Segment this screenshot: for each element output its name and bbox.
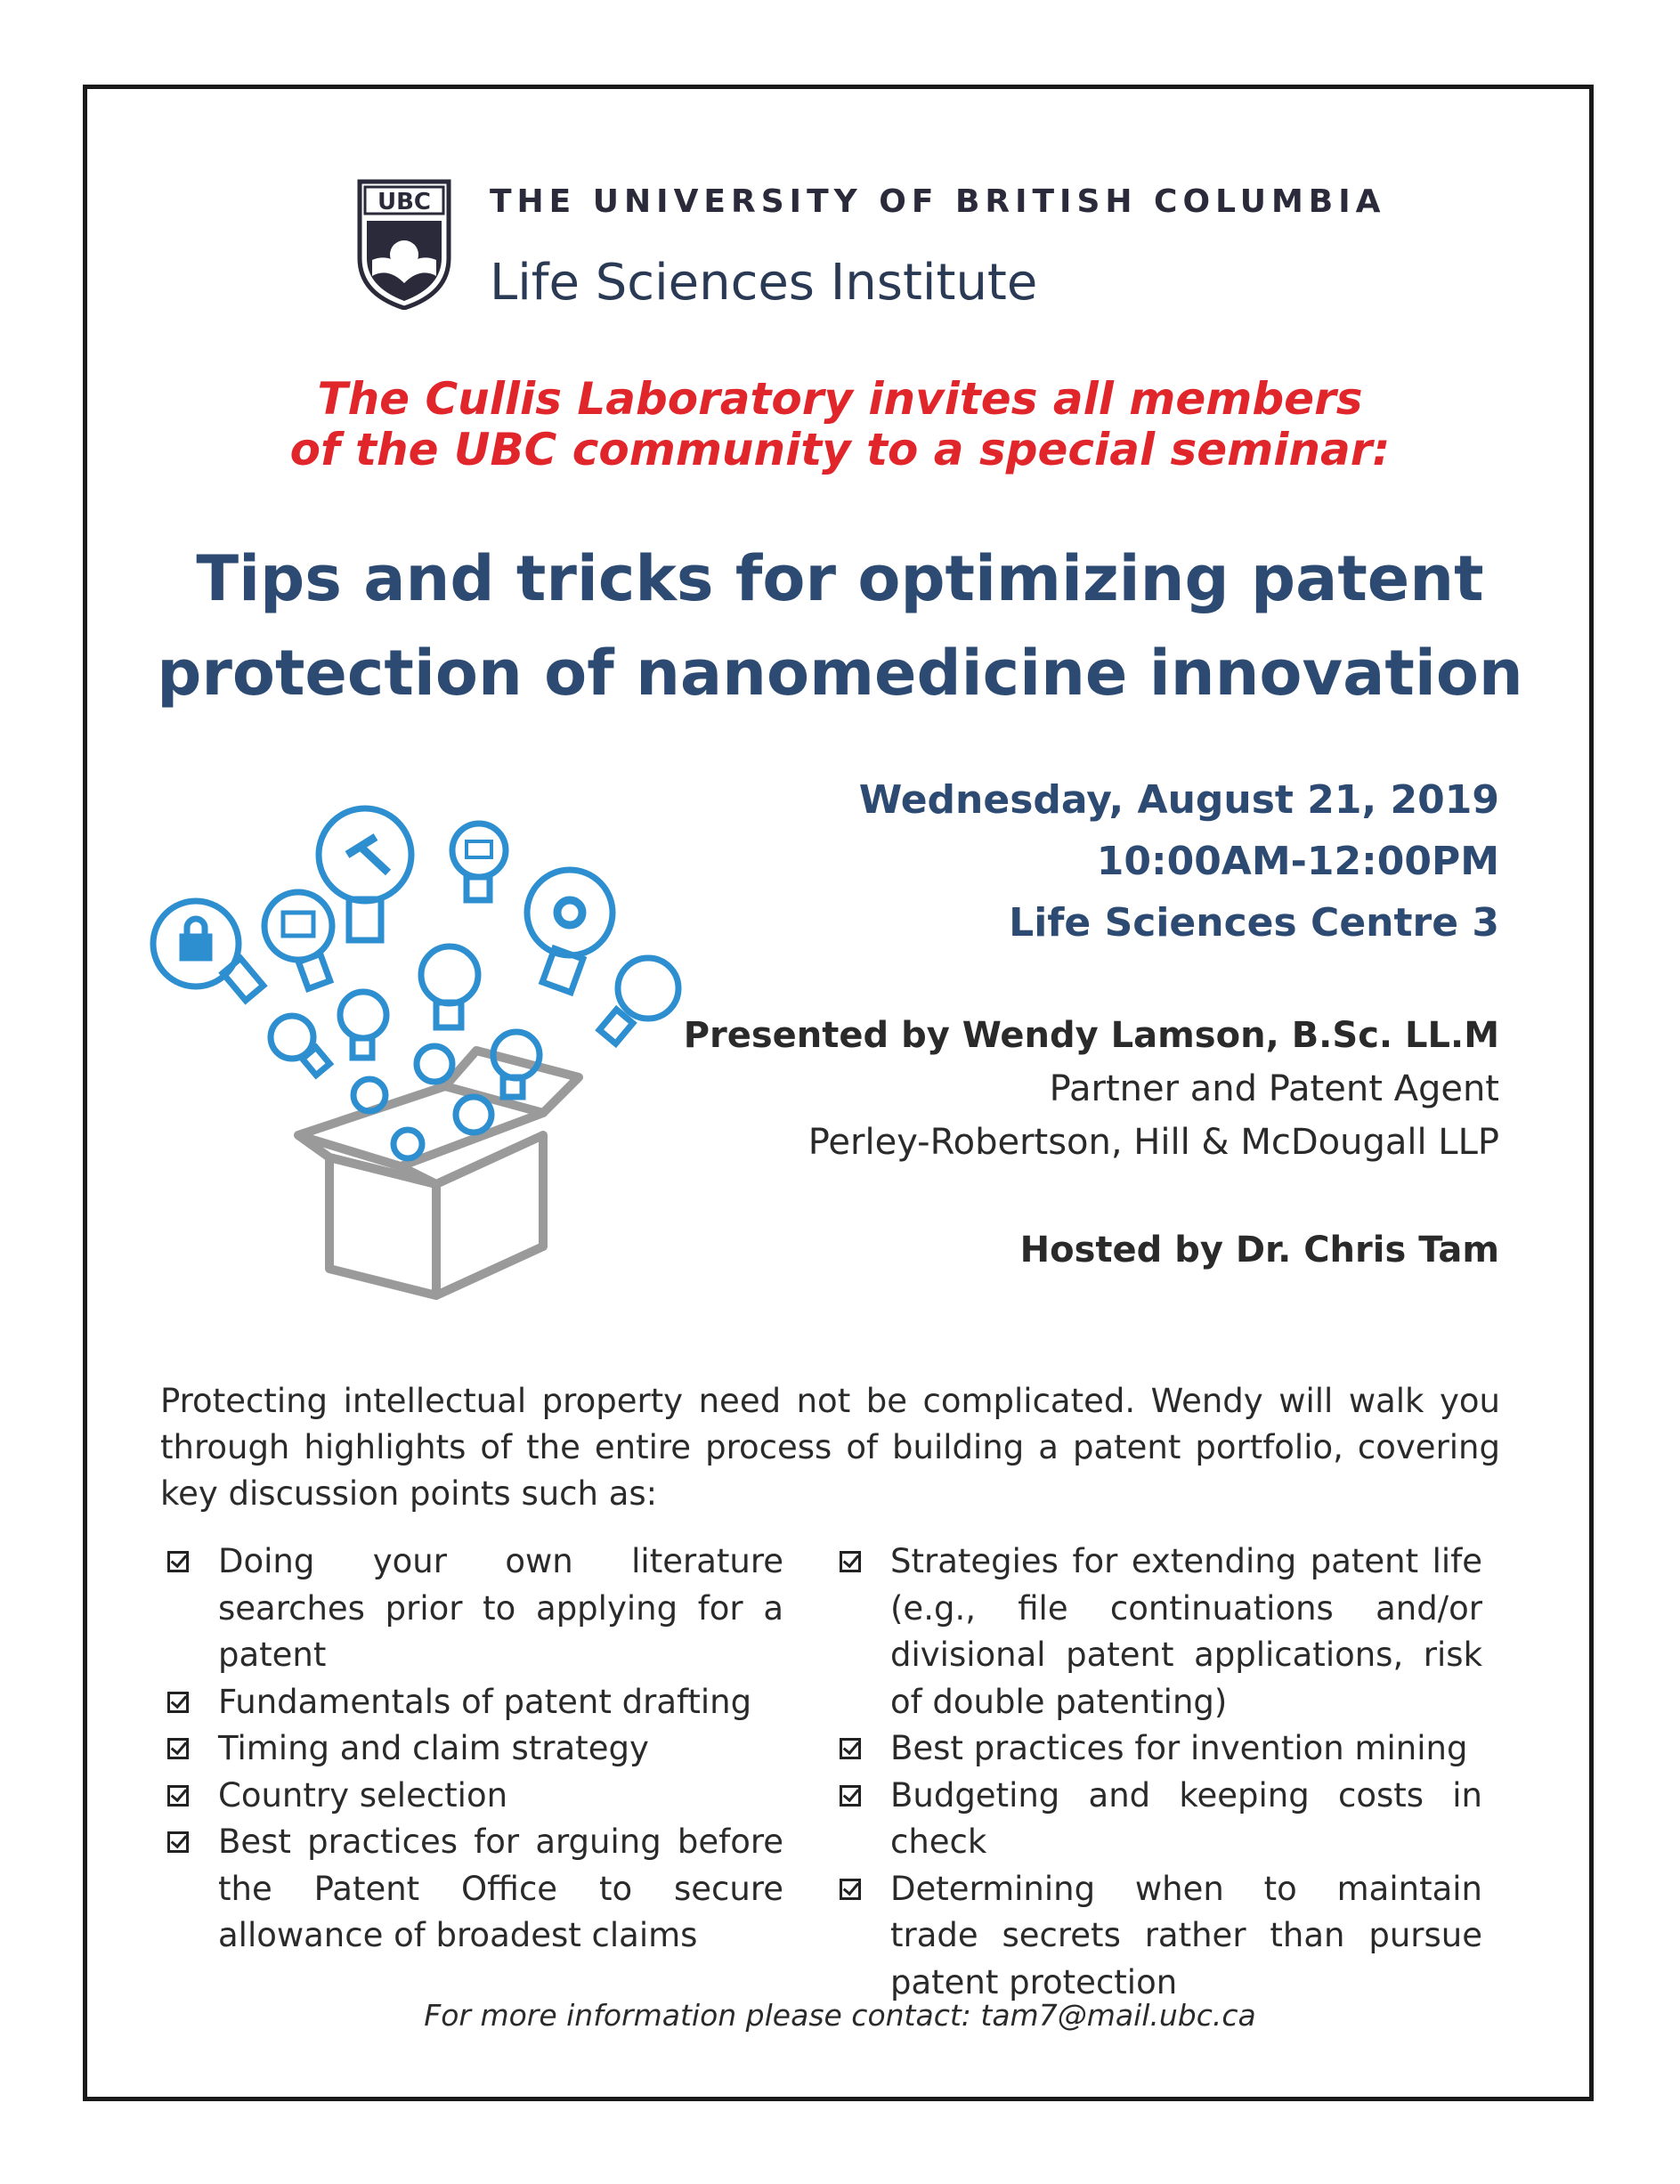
intro-paragraph: Protecting intellectual property need not be complicated. Wendy will walk you through highlights of the entire process of building a patent portfolio, covering key discussion points such as: bbox=[160, 1382, 1500, 1513]
presenter-firm: Perley-Robertson, Hill & McDougall LLP bbox=[808, 1122, 1499, 1163]
host-name: Hosted by Dr. Chris Tam bbox=[1019, 1230, 1499, 1271]
checkbox-icon bbox=[167, 1738, 189, 1759]
list-item: Doing your own literature searches prior to applying for a patent bbox=[160, 1539, 783, 1679]
discussion-points-right bbox=[832, 1539, 1482, 2006]
presenter-role: Partner and Patent Agent bbox=[1049, 1068, 1499, 1109]
list-item: Timing and claim strategy bbox=[160, 1725, 783, 1773]
event-time: 10:00AM-12:00PM bbox=[1096, 839, 1499, 884]
lightbulbs-box-illustration bbox=[142, 783, 712, 1300]
list-item: Best practices for arguing before the Patent Office to secure allowance of broadest claims bbox=[160, 1819, 783, 1960]
discussion-points-left bbox=[160, 1539, 783, 1960]
event-venue: Life Sciences Centre 3 bbox=[1009, 900, 1499, 946]
institute-name: Life Sciences Institute bbox=[490, 254, 1038, 312]
checkbox-icon bbox=[167, 1692, 189, 1713]
list-item: Strategies for extending patent life (e.g., file continuations and/or divisional patent applications, risk of double patenting) bbox=[832, 1539, 1482, 1725]
invite-line-2: of the UBC community to a special seminar: bbox=[289, 424, 1391, 475]
checkbox-icon bbox=[167, 1831, 189, 1853]
university-name: THE UNIVERSITY OF BRITISH COLUMBIA bbox=[490, 183, 1386, 220]
list-item: Best practices for invention mining bbox=[832, 1725, 1482, 1773]
contact-info: For more information please contact: tam7@mail.ubc.ca bbox=[424, 1998, 1256, 2033]
checkbox-icon bbox=[840, 1785, 861, 1806]
seminar-title-line-1: Tips and tricks for optimizing patent bbox=[196, 542, 1484, 615]
list-item: Fundamentals of patent drafting bbox=[160, 1679, 783, 1726]
invite-line-1: The Cullis Laboratory invites all members bbox=[317, 373, 1363, 425]
checkbox-icon bbox=[167, 1551, 189, 1572]
event-date: Wednesday, August 21, 2019 bbox=[858, 777, 1499, 823]
seminar-title-line-2: protection of nanomedicine innovation bbox=[157, 637, 1523, 710]
checkbox-icon bbox=[840, 1879, 861, 1900]
list-item: Budgeting and keeping costs in check bbox=[832, 1773, 1482, 1866]
presenter-name: Presented by Wendy Lamson, B.Sc. LL.M bbox=[683, 1015, 1499, 1056]
list-item: Determining when to maintain trade secrets rather than pursue patent protection bbox=[832, 1866, 1482, 2007]
logo-text: UBC bbox=[377, 189, 432, 215]
checkbox-icon bbox=[840, 1551, 861, 1572]
ubc-logo bbox=[356, 178, 452, 310]
checkbox-icon bbox=[840, 1738, 861, 1759]
list-item: Country selection bbox=[160, 1773, 783, 1820]
checkbox-icon bbox=[167, 1785, 189, 1806]
